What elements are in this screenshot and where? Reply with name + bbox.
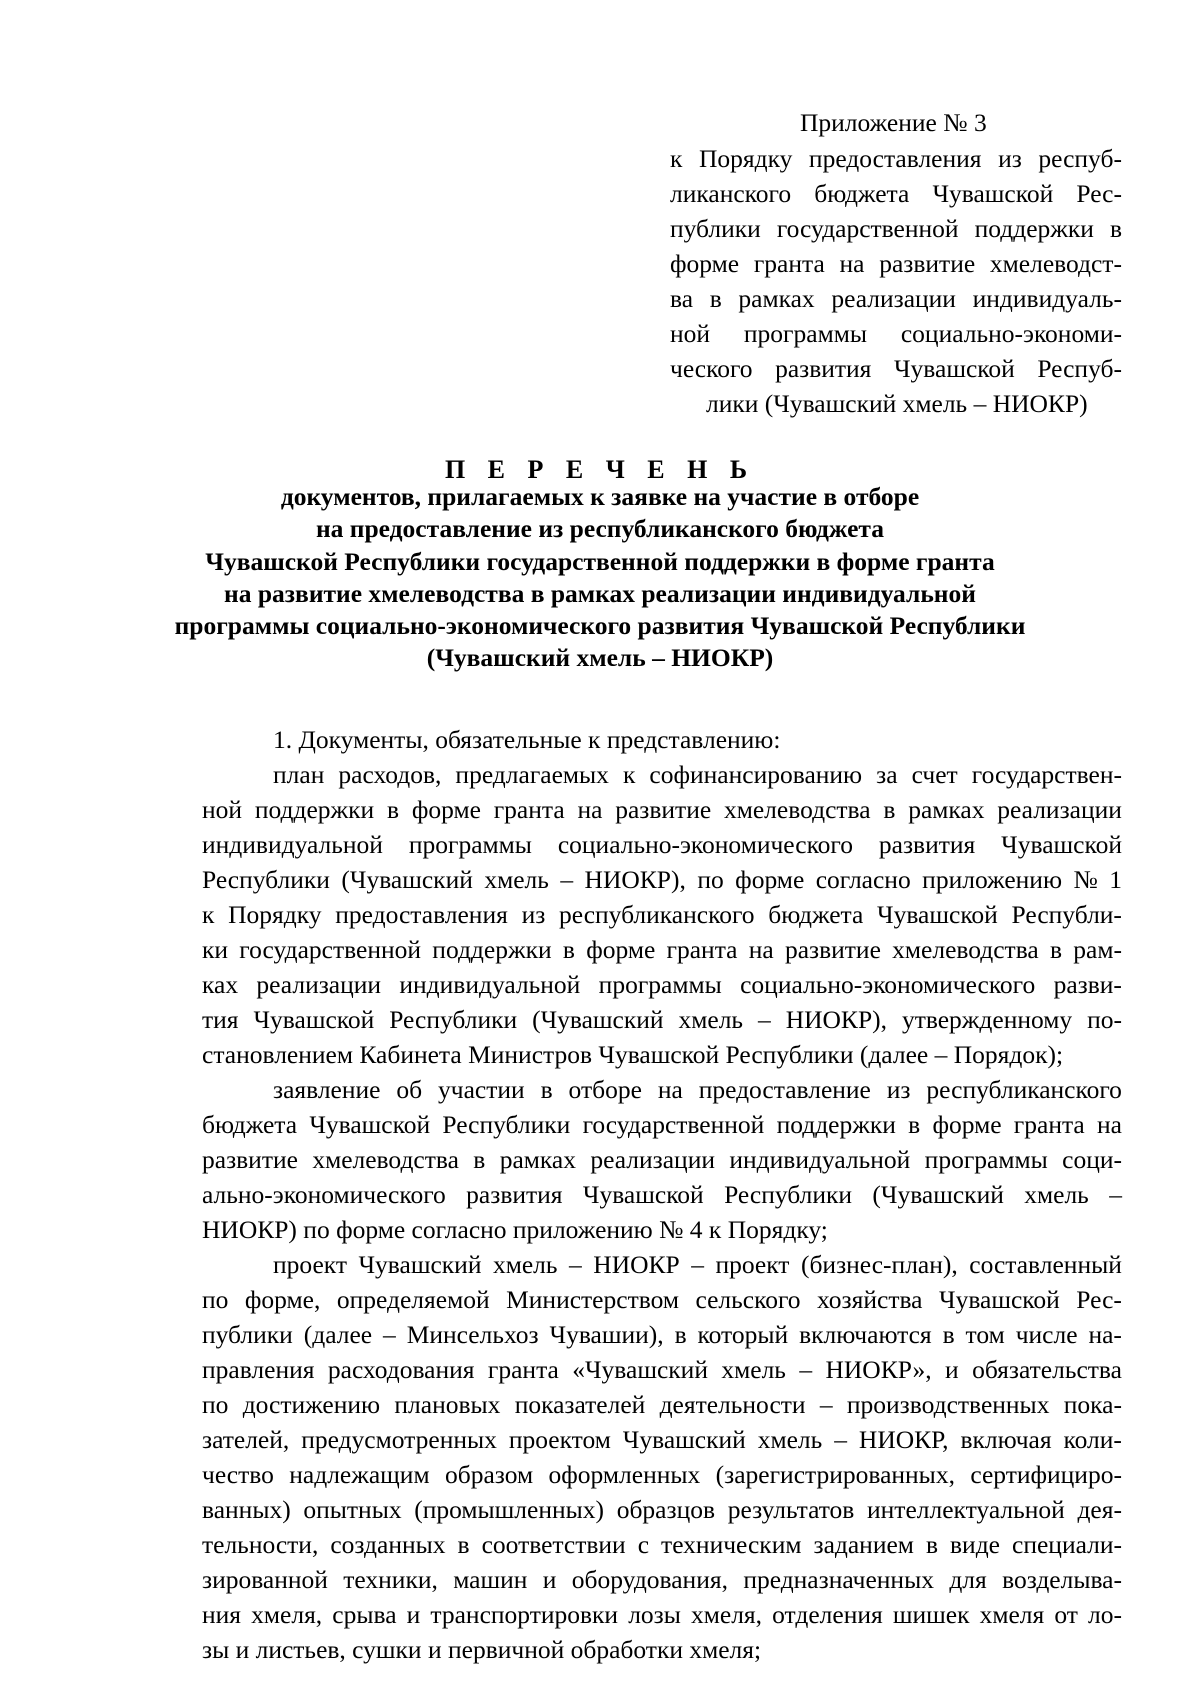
appendix-line: ликанского бюджета Чувашской Рес- <box>670 179 1122 208</box>
title-line: документов, прилагаемых к заявке на участие в отборе <box>280 482 920 511</box>
appendix-line: публики государственной поддержки в <box>670 214 1122 243</box>
body-line: развитие хмелеводства в рамках реализации индивидуальной программы соци- <box>202 1145 1122 1174</box>
title-line: на предоставление из республиканского бюджета <box>315 514 884 543</box>
body-line: заявление об участии в отборе на предоставление из республиканского <box>273 1075 1122 1104</box>
body-line: по форме, определяемой Министерством сельского хозяйства Чувашской Рес- <box>202 1285 1122 1314</box>
document-title: П Е Р Е Ч Е Н Ь <box>444 455 756 484</box>
body-line: чество надлежащим образом оформленных (зарегистрированных, сертифициро- <box>202 1460 1122 1489</box>
body-line: тельности, созданных в соответствии с техническим заданием в виде специали- <box>202 1530 1122 1559</box>
body-line: НИОКР) по форме согласно приложению № 4 к Порядку; <box>202 1215 828 1244</box>
body-line: зателей, предусмотренных проектом Чувашский хмель – НИОКР, включая коли- <box>202 1425 1122 1454</box>
title-line: Чувашской Республики государственной поддержки в форме гранта <box>205 547 995 576</box>
body-line: тия Чувашской Республики (Чувашский хмель – НИОКР), утвержденному по- <box>202 1005 1122 1034</box>
appendix-line: лики (Чувашский хмель – НИОКР) <box>706 389 1088 418</box>
body-line: зированной техники, машин и оборудования, предназначенных для возделыва- <box>202 1565 1122 1594</box>
appendix-line: к Порядку предоставления из респуб- <box>670 144 1122 173</box>
body-line: ния хмеля, срыва и транспортировки лозы хмеля, отделения шишек хмеля от ло- <box>202 1600 1122 1629</box>
body-line: становлением Кабинета Министров Чувашской Республики (далее – Порядок); <box>202 1040 1064 1069</box>
body-line: индивидуальной программы социально-экономического развития Чувашской <box>202 830 1122 859</box>
body-line: проект Чувашский хмель – НИОКР – проект (бизнес-план), составленный <box>273 1250 1122 1279</box>
body-line: бюджета Чувашской Республики государственной поддержки в форме гранта на <box>202 1110 1122 1139</box>
title-line: программы социально-экономического развития Чувашской Республики <box>174 611 1026 640</box>
body-line: план расходов, предлагаемых к софинансированию за счет государствен- <box>273 760 1122 789</box>
body-line: по достижению плановых показателей деятельности – производственных пока- <box>202 1390 1122 1419</box>
title-line: (Чувашский хмель – НИОКР) <box>426 643 774 672</box>
appendix-line: ва в рамках реализации индивидуаль- <box>670 284 1122 313</box>
body-line: публики (далее – Минсельхоз Чувашии), в который включаются в том числе на- <box>202 1320 1122 1349</box>
body-line: зы и листьев, сушки и первичной обработки хмеля; <box>202 1635 762 1664</box>
body-line: к Порядку предоставления из республиканского бюджета Чувашской Республи- <box>202 900 1122 929</box>
body-line: Республики (Чувашский хмель – НИОКР), по форме согласно приложению № 1 <box>202 865 1122 894</box>
body-line: ной поддержки в форме гранта на развитие хмелеводства в рамках реализации <box>202 795 1122 824</box>
body-line: ках реализации индивидуальной программы социально-экономического разви- <box>202 970 1122 999</box>
appendix-heading: Приложение № 3 <box>800 108 987 137</box>
body-line: ванных) опытных (промышленных) образцов результатов интеллектуальной дея- <box>202 1495 1122 1524</box>
section-heading: 1. Документы, обязательные к представлению: <box>273 725 781 754</box>
appendix-line: форме гранта на развитие хмелеводст- <box>670 249 1122 278</box>
appendix-line: ческого развития Чувашской Респуб- <box>670 354 1122 383</box>
body-line: ально-экономического развития Чувашской Республики (Чувашский хмель – <box>202 1180 1122 1209</box>
body-line: ки государственной поддержки в форме гранта на развитие хмелеводства в рам- <box>202 935 1122 964</box>
body-line: правления расходования гранта «Чувашский хмель – НИОКР», и обязательства <box>202 1355 1122 1384</box>
appendix-line: ной программы социально-экономи- <box>670 319 1122 348</box>
title-line: на развитие хмелеводства в рамках реализации индивидуальной <box>224 579 976 608</box>
